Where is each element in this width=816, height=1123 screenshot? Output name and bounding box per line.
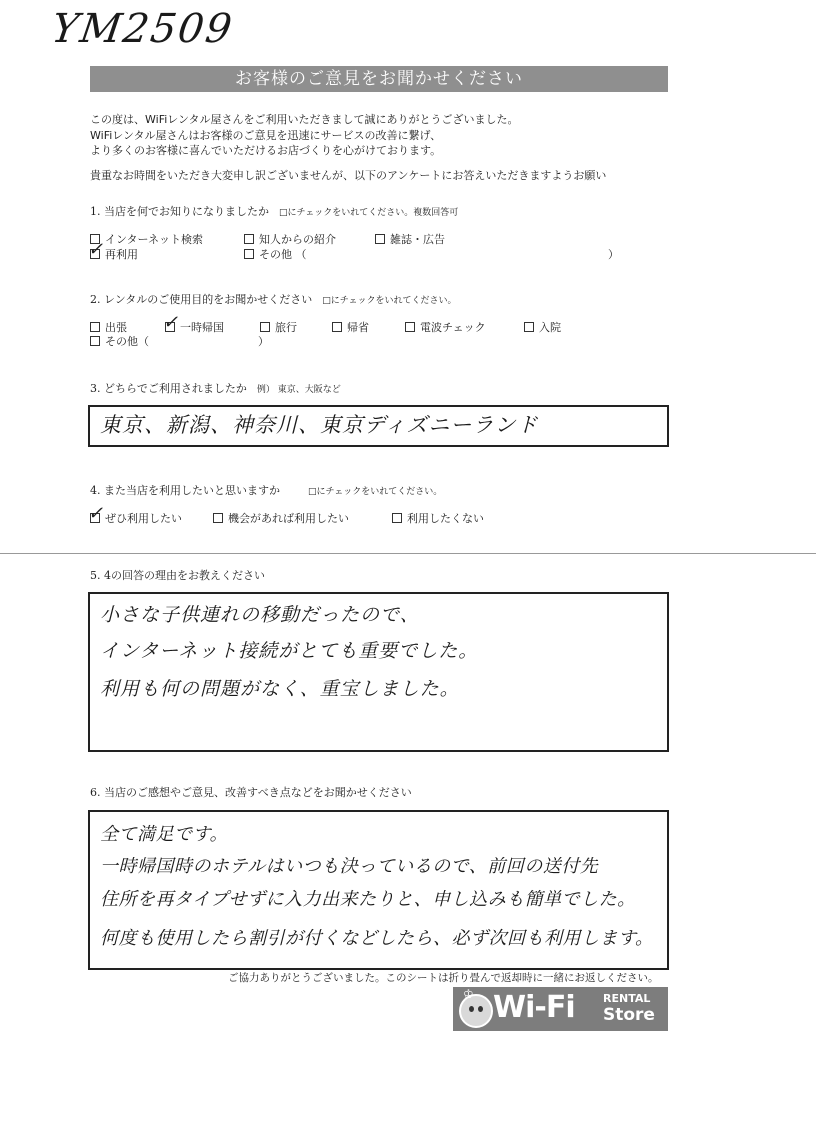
- check-mark-icon: ✓: [88, 503, 104, 524]
- intro-line: WiFiレンタル屋さんはお客様のご意見を迅速にサービスの改善に繋げ、: [90, 129, 442, 142]
- q6-answer-line: 何度も使用したら割引が付くなどしたら、必ず次回も利用します。: [100, 928, 654, 949]
- option-label: 一時帰国: [180, 321, 224, 334]
- question-1: [90, 203, 458, 219]
- option-label: 雑誌・広告: [390, 233, 445, 246]
- checkbox[interactable]: [260, 322, 270, 332]
- option-label: 旅行: [275, 321, 297, 334]
- question-2-label: 2. レンタルのご使用目的をお聞かせください: [90, 293, 313, 306]
- question-1-label: 1. 当店を何でお知りになりましたか: [90, 205, 269, 218]
- option-label: その他（: [105, 335, 149, 348]
- q6-answer-line: 全て満足です。: [100, 824, 229, 845]
- checkbox[interactable]: [244, 234, 254, 244]
- q1-option-magazine[interactable]: [375, 231, 445, 247]
- intro-line: 貴重なお時間をいただき大変申し訳ございませんが、以下のアンケートにお答えいただきますようお願い: [90, 169, 607, 182]
- checkbox[interactable]: [524, 322, 534, 332]
- check-mark-icon: ✓: [88, 239, 104, 260]
- document-id-handwritten: YM2509: [48, 6, 237, 52]
- q3-answer-text: 東京、新潟、神奈川、東京ディズニーランド: [100, 413, 539, 437]
- option-label: 利用したくない: [407, 512, 484, 525]
- question-4-label: 4. また当店を利用したいと思いますか: [90, 484, 280, 497]
- section-divider: [0, 553, 816, 554]
- option-label: その他 （: [259, 248, 307, 261]
- q1-option-other[interactable]: [244, 246, 307, 262]
- q1-option-referral[interactable]: [244, 231, 336, 247]
- q2-option-hospital[interactable]: [524, 319, 561, 335]
- question-1-note: □にチェックをいれてください。複数回答可: [279, 208, 459, 218]
- checkbox[interactable]: [332, 322, 342, 332]
- option-label: 入院: [539, 321, 561, 334]
- thanks-note: ご協力ありがとうございました。このシートは折り畳んで返却時に一緒にお返しください。: [228, 972, 659, 984]
- option-label: 帰省: [347, 321, 369, 334]
- q1-other-close: ）: [608, 248, 619, 261]
- q2-option-homecoming[interactable]: [332, 319, 369, 335]
- q5-answer-line: インターネット接続がとても重要でした。: [100, 640, 479, 662]
- checkbox[interactable]: [90, 336, 100, 346]
- check-mark-icon: ✓: [163, 312, 179, 333]
- crown-icon: ♔: [463, 987, 474, 1001]
- question-4: [90, 482, 442, 498]
- question-2: [90, 291, 457, 307]
- checkbox[interactable]: [392, 513, 402, 523]
- q4-option-if-chance[interactable]: [213, 510, 349, 526]
- survey-title: お客様のご意見をお聞かせください: [90, 66, 668, 92]
- option-label: 機会があれば利用したい: [228, 512, 349, 525]
- option-label: 電波チェック: [420, 321, 486, 334]
- checkbox[interactable]: [244, 249, 254, 259]
- option-label: 再利用: [105, 248, 138, 261]
- checkbox-checked[interactable]: [88, 239, 104, 260]
- wifi-rental-store-logo: [453, 987, 668, 1031]
- q2-option-temporary-return[interactable]: [163, 312, 224, 335]
- q1-option-internet[interactable]: [90, 231, 203, 247]
- option-label: ぜひ利用したい: [105, 512, 182, 525]
- q2-other-close: ）: [258, 335, 269, 348]
- logo-wifi-text: Wi-Fi: [493, 990, 575, 1025]
- q4-option-no[interactable]: [392, 510, 484, 526]
- q6-answer-line: 住所を再タイプせずに入力出来たりと、申し込みも簡単でした。: [100, 889, 636, 910]
- checkbox[interactable]: [405, 322, 415, 332]
- question-5-label: 5. 4の回答の理由をお教えください: [90, 569, 265, 582]
- question-3-label: 3. どちらでご利用されましたか: [90, 382, 247, 395]
- question-6-label: 6. 当店のご感想やご意見、改善すべき点などをお聞かせください: [90, 786, 412, 799]
- checkbox-checked[interactable]: [88, 503, 104, 524]
- intro-line: より多くのお客様に喜んでいただけるお店づくりを心がけております。: [90, 144, 442, 157]
- q5-answer-line: 小さな子供連れの移動だったので、: [100, 604, 420, 626]
- checkbox-checked[interactable]: [163, 312, 179, 333]
- question-4-note: □にチェックをいれてください。: [308, 487, 443, 497]
- question-2-note: □にチェックをいれてください。: [322, 296, 457, 306]
- logo-rental-text: RENTAL: [603, 992, 651, 1005]
- question-3: [90, 380, 341, 396]
- checkbox[interactable]: [375, 234, 385, 244]
- option-label: 知人からの紹介: [259, 233, 336, 246]
- checkbox[interactable]: [90, 322, 100, 332]
- logo-store-text: Store: [603, 1005, 655, 1025]
- checkbox[interactable]: [213, 513, 223, 523]
- q2-option-other[interactable]: [90, 333, 149, 349]
- option-label: インターネット検索: [105, 233, 204, 246]
- q5-answer-line: 利用も何の問題がなく、重宝しました。: [100, 678, 460, 700]
- q1-option-reuse[interactable]: [88, 239, 138, 262]
- q4-option-definitely[interactable]: [88, 503, 182, 526]
- q2-option-signal-check[interactable]: [405, 319, 486, 335]
- question-3-note: 例） 東京、大阪など: [256, 385, 341, 395]
- q6-answer-line: 一時帰国時のホテルはいつも決っているので、前回の送付先: [100, 856, 599, 877]
- intro-line: この度は、WiFiレンタル屋さんをご利用いただきまして誠にありがとうございました。: [90, 113, 519, 126]
- option-label: 出張: [105, 321, 127, 334]
